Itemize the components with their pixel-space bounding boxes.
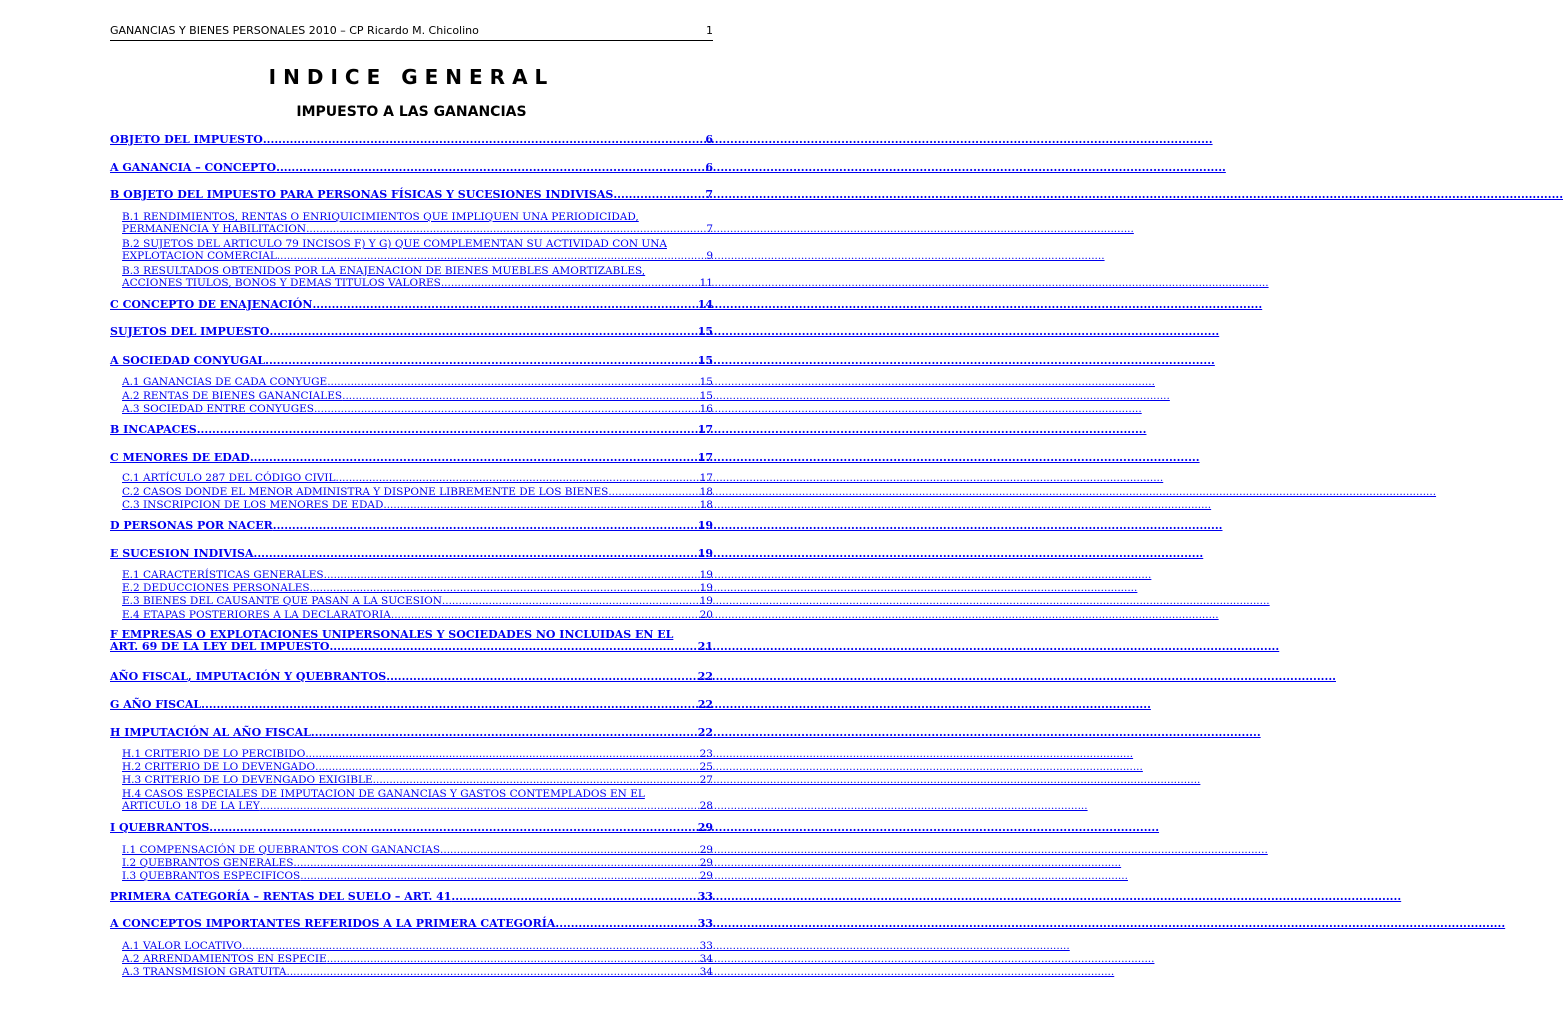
toc-entry[interactable] bbox=[110, 299, 713, 311]
toc-entry-page: 28 bbox=[699, 800, 713, 812]
dot-leader bbox=[327, 953, 700, 965]
dot-leader bbox=[451, 891, 697, 903]
toc-entry-title: B OBJETO DEL IMPUESTO PARA PERSONAS FÍSICAS Y SUCESIONES INDIVISAS bbox=[110, 188, 614, 201]
toc-entry-page: 21 bbox=[697, 640, 713, 653]
toc-entry-title: C.2 CASOS DONDE EL MENOR ADMINISTRA Y DISPONE LIBREMENTE DE LOS BIENES bbox=[122, 486, 609, 498]
toc-entry-title-continued: EXPLOTACION COMERCIAL bbox=[122, 250, 277, 262]
toc-entry-title-continued: ACCIONES TIULOS, BONOS Y DEMAS TITULOS VALORES bbox=[122, 277, 441, 289]
toc-entry-title: G AÑO FISCAL bbox=[110, 698, 202, 711]
toc-entry-page: 33 bbox=[697, 917, 713, 930]
toc-entry-title: I.2 QUEBRANTOS GENERALES bbox=[122, 857, 294, 869]
toc-entry-title: H.2 CRITERIO DE LO DEVENGADO bbox=[122, 761, 316, 773]
toc-entry-title: C MENORES DE EDAD bbox=[110, 451, 250, 464]
toc-entry-page: 6 bbox=[705, 133, 713, 146]
dot-leader bbox=[391, 609, 700, 621]
toc-entry-title: D PERSONAS POR NACER bbox=[110, 519, 273, 532]
dot-leader bbox=[242, 940, 700, 952]
dot-leader bbox=[260, 800, 700, 812]
toc-entry[interactable] bbox=[122, 265, 713, 289]
dot-leader bbox=[209, 822, 697, 834]
toc-entry[interactable] bbox=[122, 761, 713, 773]
toc-entry-title: SUJETOS DEL IMPUESTO bbox=[110, 325, 270, 338]
toc-entry-page: 17 bbox=[697, 451, 713, 464]
toc-entry[interactable] bbox=[110, 891, 713, 903]
dot-leader bbox=[315, 761, 700, 773]
toc-entry-title: A.3 TRANSMISION GRATUITA bbox=[122, 966, 287, 978]
toc-entry[interactable] bbox=[110, 629, 713, 653]
toc-entry-title: B.3 RESULTADOS OBTENIDOS POR LA ENAJENACION DE BIENES MUEBLES AMORTIZABLES, bbox=[122, 265, 646, 277]
toc-entry-page: 29 bbox=[699, 857, 713, 869]
toc-entry-page: 14 bbox=[697, 298, 713, 311]
toc-entry-title: F EMPRESAS O EXPLOTACIONES UNIPERSONALES Y SOCIEDADES NO INCLUIDAS EN EL bbox=[110, 628, 674, 641]
toc-entry[interactable] bbox=[122, 569, 713, 581]
dot-leader bbox=[276, 162, 705, 174]
toc-entry[interactable] bbox=[122, 857, 713, 869]
toc-entry[interactable] bbox=[122, 376, 713, 388]
toc-entry-page: 19 bbox=[699, 582, 713, 594]
dot-leader bbox=[311, 727, 698, 739]
toc-entry-title: PRIMERA CATEGORÍA – RENTAS DEL SUELO – ART. 41 bbox=[110, 890, 452, 903]
toc-entry-page: 15 bbox=[697, 354, 713, 367]
running-title: GANANCIAS Y BIENES PERSONALES 2010 – CP Ricardo M. Chicolino bbox=[110, 24, 479, 37]
toc-entry-page: 22 bbox=[697, 670, 713, 683]
toc-entry-title: B.2 SUJETOS DEL ARTICULO 79 INCISOS F) Y G) QUE COMPLEMENTAN SU ACTIVIDAD CON UNA bbox=[122, 238, 667, 250]
dot-leader bbox=[327, 376, 699, 388]
toc-entry-page: 19 bbox=[699, 595, 713, 607]
dot-leader bbox=[293, 857, 699, 869]
toc-entry[interactable] bbox=[110, 699, 713, 711]
dot-leader bbox=[201, 699, 698, 711]
dot-leader bbox=[555, 918, 697, 930]
toc-entry-title: AÑO FISCAL, IMPUTACIÓN Y QUEBRANTOS bbox=[110, 670, 387, 683]
toc-entry[interactable] bbox=[122, 238, 713, 262]
toc-entry-title: C CONCEPTO DE ENAJENACIÓN bbox=[110, 298, 313, 311]
toc-entry[interactable] bbox=[110, 727, 713, 739]
toc-entry-title: I QUEBRANTOS bbox=[110, 821, 210, 834]
toc-entry-title-continued: ARTICULO 18 DE LA LEY bbox=[122, 800, 260, 812]
toc-entry-title-continued: PERMANENCIA Y HABILITACION bbox=[122, 223, 307, 235]
toc-entry-title: A.2 RENTAS DE BIENES GANANCIALES bbox=[122, 390, 343, 402]
toc-entry-title-continued: ART. 69 DE LA LEY DEL IMPUESTO bbox=[110, 640, 330, 653]
toc-entry-title: B INCAPACES bbox=[110, 423, 197, 436]
dot-leader bbox=[197, 424, 698, 436]
toc-entry-title: H.1 CRITERIO DE LO PERCIBIDO bbox=[122, 748, 306, 760]
toc-entry-title: I.3 QUEBRANTOS ESPECIFICOS bbox=[122, 870, 301, 882]
toc-entry-title: E.1 CARACTERÍSTICAS GENERALES bbox=[122, 569, 324, 581]
toc-entry-page: 6 bbox=[705, 161, 713, 174]
dot-leader bbox=[342, 390, 700, 402]
toc-entry[interactable] bbox=[110, 548, 713, 560]
dot-leader bbox=[312, 299, 697, 311]
toc-entry-page: 29 bbox=[699, 870, 713, 882]
toc-entry-title: I.1 COMPENSACIÓN DE QUEBRANTOS CON GANANCIAS bbox=[122, 844, 441, 856]
toc-entry-title: A.2 ARRENDAMIENTOS EN ESPECIE bbox=[122, 953, 327, 965]
toc-entry-page: 25 bbox=[699, 761, 713, 773]
toc-entry[interactable] bbox=[110, 355, 713, 367]
dot-leader bbox=[383, 499, 699, 511]
toc-entry-title: A SOCIEDAD CONYUGAL bbox=[110, 354, 266, 367]
toc-entry-page: 7 bbox=[705, 188, 713, 201]
toc-entry[interactable] bbox=[110, 452, 713, 464]
dot-leader bbox=[250, 452, 698, 464]
page-number: 1 bbox=[706, 24, 713, 37]
dot-leader bbox=[306, 223, 706, 235]
dot-leader bbox=[263, 134, 706, 146]
dot-leader bbox=[324, 569, 700, 581]
toc-entry-page: 27 bbox=[699, 774, 713, 786]
toc-entry-page: 18 bbox=[699, 486, 713, 498]
toc-entry-title: C.3 INSCRIPCION DE LOS MENORES DE EDAD bbox=[122, 499, 384, 511]
toc-entry[interactable] bbox=[122, 390, 713, 402]
toc-entry-title: E.2 DEDUCCIONES PERSONALES bbox=[122, 582, 310, 594]
toc-entry-title: E.4 ETAPAS POSTERIORES A LA DECLARATORIA bbox=[122, 609, 391, 621]
dot-leader bbox=[310, 582, 700, 594]
toc-entry-title: B.1 RENDIMIENTOS, RENTAS O ENRIQUICIMIENTOS QUE IMPLIQUEN UNA PERIODICIDAD, bbox=[122, 211, 639, 223]
toc-entry[interactable] bbox=[122, 486, 713, 498]
toc-entry[interactable] bbox=[122, 774, 713, 786]
dot-leader bbox=[300, 870, 699, 882]
toc-entry[interactable] bbox=[110, 918, 713, 930]
toc-entry[interactable] bbox=[122, 966, 713, 978]
dot-leader bbox=[329, 641, 697, 653]
toc-entry-page: 11 bbox=[699, 277, 713, 289]
table-of-contents bbox=[110, 0, 713, 1024]
toc-entry[interactable] bbox=[110, 671, 713, 683]
dot-leader bbox=[277, 250, 706, 262]
toc-entry-title: H IMPUTACIÓN AL AÑO FISCAL bbox=[110, 726, 311, 739]
toc-entry[interactable] bbox=[122, 940, 713, 952]
toc-entry-page: 17 bbox=[699, 472, 713, 484]
toc-entry-page: 33 bbox=[697, 890, 713, 903]
toc-entry[interactable] bbox=[110, 162, 713, 174]
toc-entry-title: A.3 SOCIEDAD ENTRE CONYUGES bbox=[122, 403, 314, 415]
toc-entry-title: A GANANCIA – CONCEPTO bbox=[110, 161, 277, 174]
toc-entry[interactable] bbox=[122, 748, 713, 760]
toc-entry[interactable] bbox=[122, 953, 713, 965]
toc-entry-page: 15 bbox=[699, 390, 713, 402]
toc-entry-page: 17 bbox=[697, 423, 713, 436]
toc-entry-page: 34 bbox=[699, 953, 713, 965]
toc-entry-title: A CONCEPTOS IMPORTANTES REFERIDOS A LA PRIMERA CATEGORÍA bbox=[110, 917, 556, 930]
dot-leader bbox=[386, 671, 697, 683]
dot-leader bbox=[269, 326, 697, 338]
toc-entry-page: 19 bbox=[697, 519, 713, 532]
toc-entry-page: 19 bbox=[697, 547, 713, 560]
toc-entry-title: E.3 BIENES DEL CAUSANTE QUE PASAN A LA SUCESION bbox=[122, 595, 442, 607]
section-subtitle: IMPUESTO A LAS GANANCIAS bbox=[296, 104, 527, 120]
dot-leader bbox=[273, 520, 698, 532]
dot-leader bbox=[373, 774, 700, 786]
toc-entry-page: 29 bbox=[697, 821, 713, 834]
index-title: INDICE GENERAL bbox=[268, 65, 555, 89]
toc-entry-page: 9 bbox=[706, 250, 713, 262]
toc-entry[interactable] bbox=[110, 822, 713, 834]
dot-leader bbox=[254, 548, 698, 560]
toc-entry[interactable] bbox=[122, 472, 713, 484]
toc-entry-title: H.4 CASOS ESPECIALES DE IMPUTACION DE GANANCIAS Y GASTOS CONTEMPLADOS EN EL bbox=[122, 788, 645, 800]
dot-leader bbox=[440, 844, 700, 856]
toc-entry[interactable] bbox=[122, 499, 713, 511]
toc-entry-page: 22 bbox=[697, 698, 713, 711]
dot-leader bbox=[442, 595, 700, 607]
toc-entry[interactable] bbox=[110, 326, 713, 338]
toc-entry[interactable] bbox=[122, 595, 713, 607]
toc-entry[interactable] bbox=[122, 844, 713, 856]
toc-entry-page: 15 bbox=[699, 376, 713, 388]
toc-entry[interactable] bbox=[122, 609, 713, 621]
toc-entry-page: 23 bbox=[699, 748, 713, 760]
toc-entry-page: 18 bbox=[699, 499, 713, 511]
toc-entry-page: 19 bbox=[699, 569, 713, 581]
toc-entry-page: 22 bbox=[697, 726, 713, 739]
dot-leader bbox=[613, 189, 705, 201]
toc-entry-title: A.1 GANANCIAS DE CADA CONYUGE bbox=[122, 376, 328, 388]
toc-entry-title: A.1 VALOR LOCATIVO bbox=[122, 940, 242, 952]
toc-entry[interactable] bbox=[110, 424, 713, 436]
toc-entry[interactable] bbox=[110, 520, 713, 532]
toc-entry-page: 15 bbox=[697, 325, 713, 338]
toc-entry[interactable] bbox=[122, 403, 713, 415]
toc-entry-page: 29 bbox=[699, 844, 713, 856]
toc-entry-title: C.1 ARTÍCULO 287 DEL CÓDIGO CIVIL bbox=[122, 472, 336, 484]
toc-entry-page: 20 bbox=[699, 609, 713, 621]
toc-entry[interactable] bbox=[122, 211, 713, 235]
toc-entry-title: H.3 CRITERIO DE LO DEVENGADO EXIGIBLE bbox=[122, 774, 373, 786]
toc-entry[interactable] bbox=[122, 788, 713, 812]
dot-leader bbox=[305, 748, 699, 760]
toc-entry-title: OBJETO DEL IMPUESTO bbox=[110, 133, 263, 146]
toc-entry[interactable] bbox=[122, 582, 713, 594]
toc-entry-page: 7 bbox=[706, 223, 713, 235]
dot-leader bbox=[314, 403, 700, 415]
toc-entry[interactable] bbox=[110, 134, 713, 146]
toc-entry[interactable] bbox=[122, 870, 713, 882]
toc-entry-title: E SUCESION INDIVISA bbox=[110, 547, 254, 560]
dot-leader bbox=[287, 966, 700, 978]
toc-entry[interactable] bbox=[110, 189, 713, 201]
dot-leader bbox=[265, 355, 698, 367]
toc-entry-page: 33 bbox=[699, 940, 713, 952]
dot-leader bbox=[441, 277, 700, 289]
dot-leader bbox=[335, 472, 699, 484]
toc-entry-page: 16 bbox=[699, 403, 713, 415]
dot-leader bbox=[608, 486, 699, 498]
toc-entry-page: 34 bbox=[699, 966, 713, 978]
